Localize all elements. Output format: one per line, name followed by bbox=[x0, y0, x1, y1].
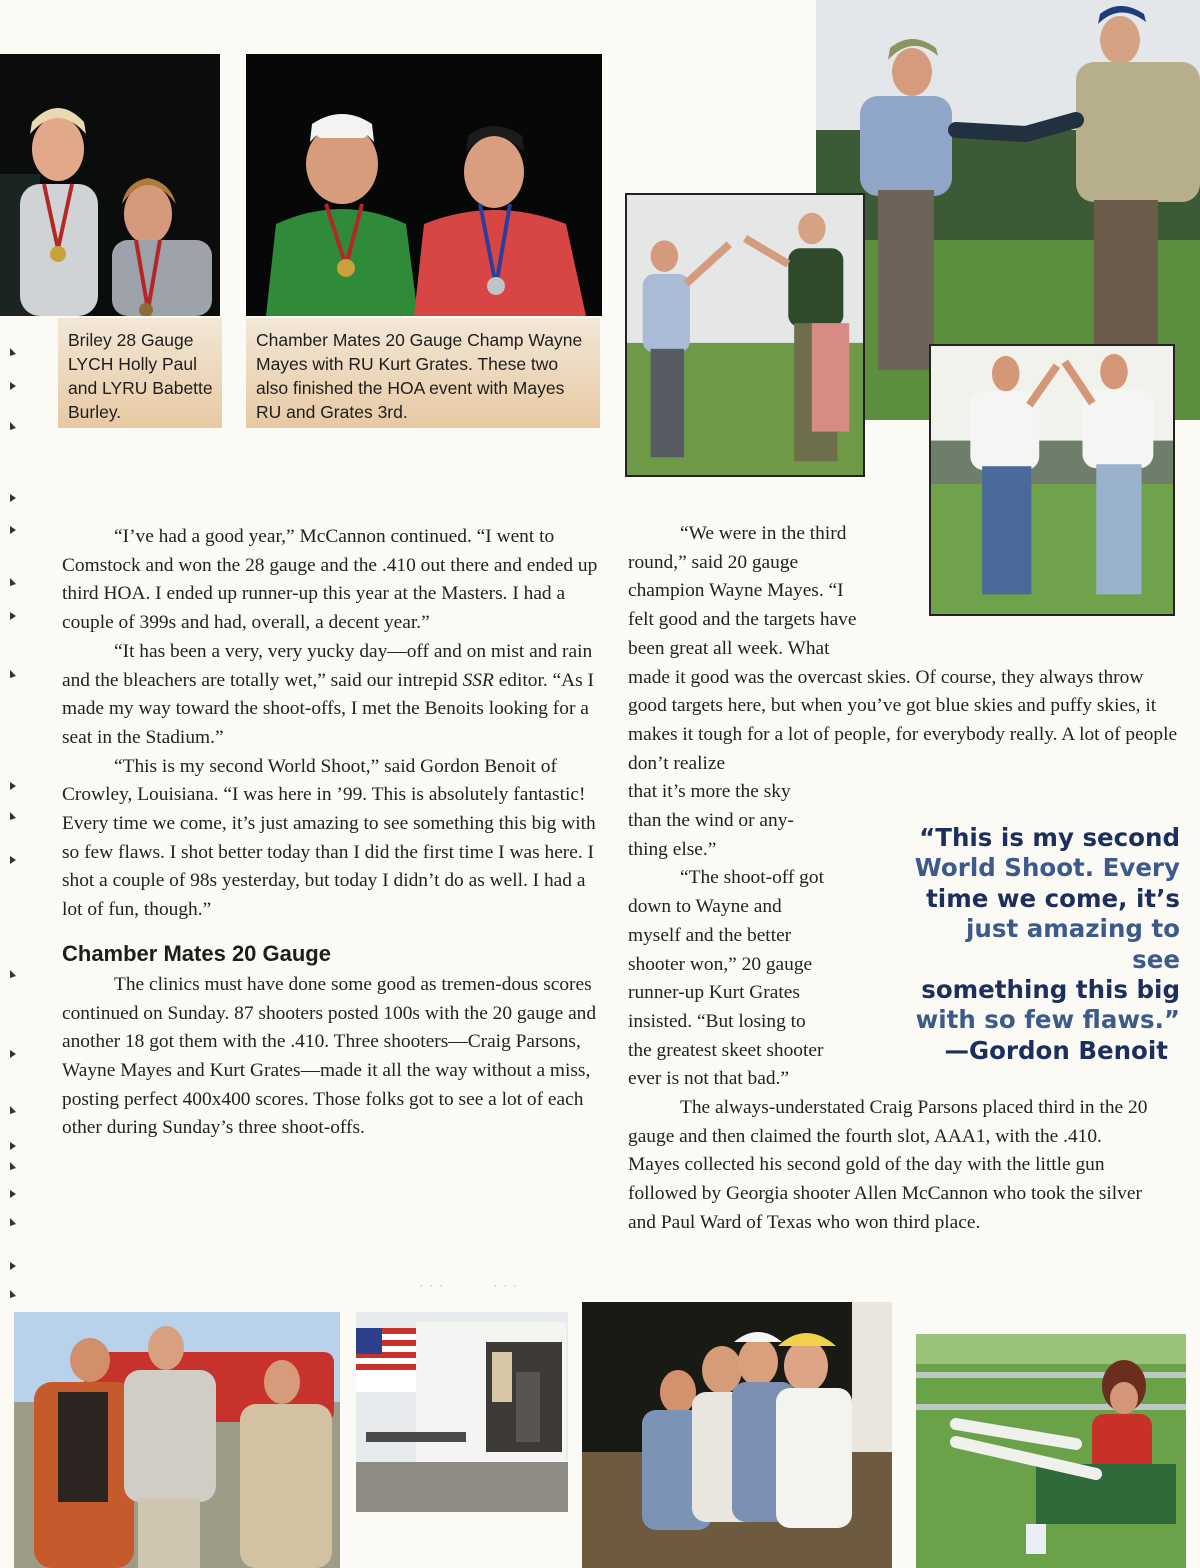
scan-artifact: · · · bbox=[494, 1282, 519, 1292]
section-heading: Chamber Mates 20 Gauge bbox=[62, 940, 331, 966]
caption-20-gauge bbox=[246, 318, 600, 428]
right-column-wide-text: made it good was the overcast skies. Of course, they always throw good targets here, but when you’ve got blue skies and puffy skies, it makes it tough for a lot of people, for everybody really. A lot of people don’t realize bbox=[628, 666, 1178, 774]
paragraph-yucky-day-b: editor. “As I made my way toward the shoot-offs, I met the Benoits looking for a seat in the Stadium.” bbox=[62, 669, 595, 748]
right-column-line: felt good and the targets have bbox=[628, 609, 857, 631]
right-column-line: “The shoot-off got bbox=[680, 867, 824, 889]
pull-quote-line: World Shoot. Every bbox=[914, 853, 1180, 883]
pull-quote-line: “This is my second bbox=[919, 823, 1180, 852]
right-column-line: ever is not that bad.” bbox=[628, 1068, 789, 1090]
caption-28-gauge-text: Briley 28 Gauge LYCH Holly Paul and LYRU Babette Burley. bbox=[68, 330, 213, 422]
right-column-line: been great all week. What bbox=[628, 637, 830, 659]
photo-medalists-28-gauge bbox=[0, 54, 220, 316]
right-column-line: round,” said 20 gauge bbox=[628, 551, 799, 573]
right-column-line: down to Wayne and bbox=[628, 896, 782, 918]
right-column-line: thing else.” bbox=[628, 838, 717, 860]
photo-three-shooters bbox=[14, 1312, 340, 1568]
scan-artifact: · · · bbox=[420, 1282, 445, 1292]
pull-quote-line: with so few flaws.” bbox=[915, 1005, 1180, 1035]
right-column-line: shooter won,” 20 gauge bbox=[628, 953, 813, 975]
paragraph-gordon-benoit: “This is my second World Shoot,” said Gordon Benoit of Crowley, Louisiana. “I was here in ’99. This is absolutely fantastic! Every time we come, it’s just amazing to see something this big with so few flaws. I shot better today than I did the first time I was here. I shot a couple of 98s yesterday, but today I didn’t do as well. I had a lot of fun, though.” bbox=[62, 755, 596, 921]
pull-quote-line: something this big bbox=[921, 975, 1180, 1005]
right-column-line: runner-up Kurt Grates bbox=[628, 982, 800, 1004]
paragraph-yucky-day-a: “It has been a very, very yucky day—off and on mist and rain and the bleachers are totally wet,” said our intrepid bbox=[62, 640, 593, 691]
pull-quote-line: just amazing to see bbox=[966, 914, 1180, 974]
left-column bbox=[62, 523, 602, 1143]
photo-20-gauge-champions bbox=[246, 54, 602, 316]
pull-quote-line: time we come, it’s bbox=[926, 883, 1180, 913]
paragraph-craig-parsons: The always-understated Craig Parsons placed third in the 20 gauge and then claimed the fourth slot, AAA1, with the .410. Mayes collected his second gold of the day with the little gun followed by Georgia shooter Allen McCannon who took the silver and Paul Ward of Texas who won third place. bbox=[628, 1097, 1148, 1233]
ssr-italic: SSR bbox=[462, 669, 494, 691]
caption-20-gauge-text: Chamber Mates 20 Gauge Champ Wayne Mayes with RU Kurt Grates. These two also finished the HOA event with Mayes RU and Grates 3rd. bbox=[256, 330, 583, 422]
right-column-line: the greatest skeet shooter bbox=[628, 1039, 824, 1061]
paragraph-mccannon: “I’ve had a good year,” McCannon continued. “I went to Comstock and won the 28 gauge and the .410 out there and ended up third HOA. I ended up runner-up this year at the Masters. I had a couple of 399s and had, overall, a decent year.” bbox=[62, 526, 598, 634]
right-column-line: that it’s more the sky bbox=[628, 781, 791, 803]
photo-high-five-field bbox=[625, 193, 865, 477]
right-column-line: myself and the better bbox=[628, 924, 792, 946]
right-column-line: than the wind or any- bbox=[628, 810, 794, 832]
photo-vendor-trailer bbox=[356, 1312, 568, 1512]
photo-woman-in-chair bbox=[916, 1334, 1186, 1568]
paragraph-clinics: The clinics must have done some good as tremen-dous scores continued on Sunday. 87 shooters posted 100s with the 20 gauge and another 18 got them with the .410. Three shooters—Craig Parsons, Wayne Mayes and Kurt Grates—made it all the way without a miss, posting perfect 400x400 scores. Those folks got to see a lot of each other during Sunday’s three shoot-offs. bbox=[62, 973, 597, 1139]
caption-28-gauge bbox=[58, 318, 222, 428]
paragraph-yucky-day bbox=[62, 638, 602, 753]
right-column-line: insisted. “But losing to bbox=[628, 1010, 806, 1032]
pull-quote-attribution: —Gordon Benoit bbox=[944, 1035, 1168, 1065]
pull-quote bbox=[910, 823, 1180, 1066]
margin-registration-marks bbox=[0, 330, 24, 1310]
right-column-line: “We were in the third bbox=[680, 523, 847, 544]
photo-spectators-stands bbox=[582, 1302, 892, 1568]
right-column-line: champion Wayne Mayes. “I bbox=[628, 580, 844, 602]
